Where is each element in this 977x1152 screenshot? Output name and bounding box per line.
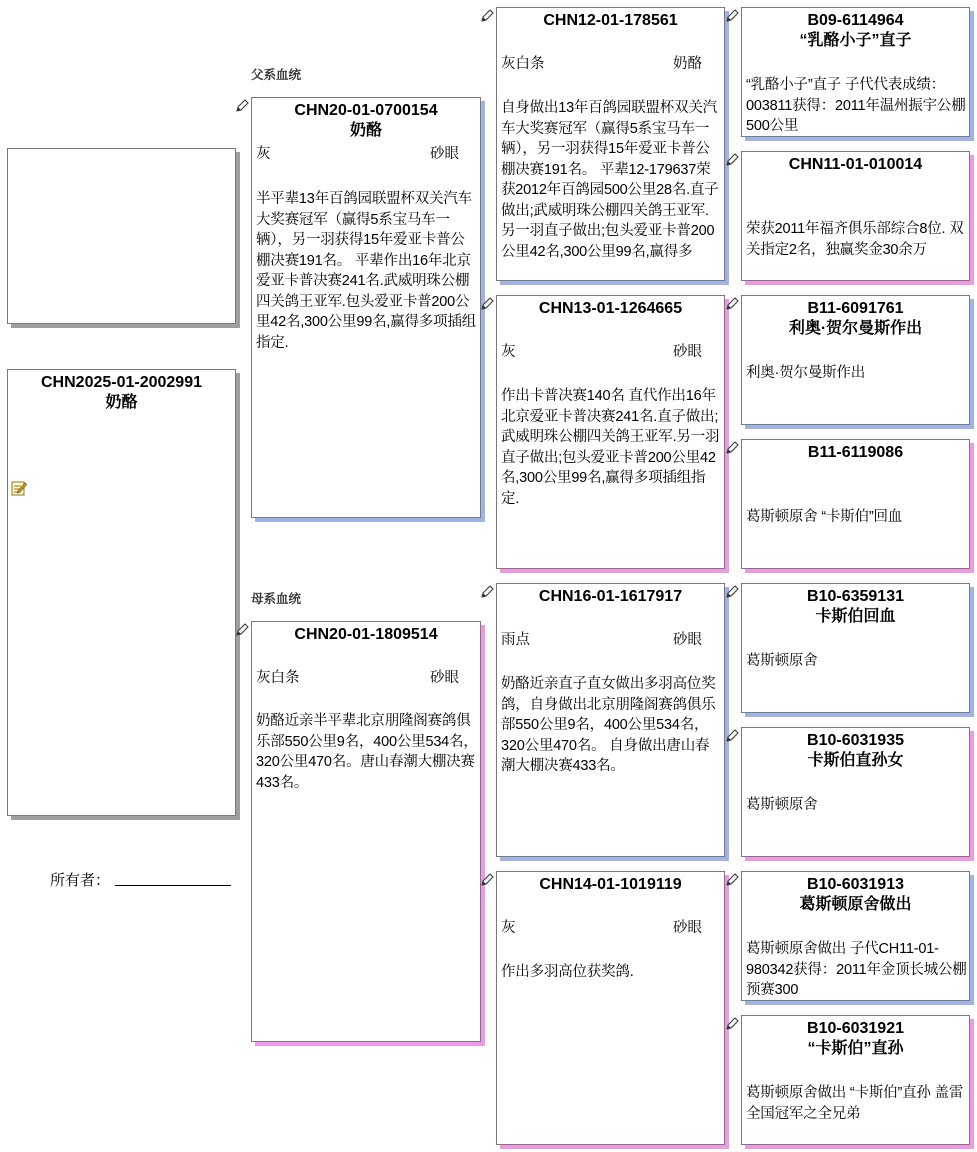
sdd-description: 葛斯顿原舍 “卡斯伯”回血 — [746, 509, 903, 525]
owner-label: 所有者： — [50, 872, 111, 889]
ddd-name: “卡斯伯”直孙 — [807, 1040, 904, 1057]
pen-icon[interactable] — [725, 440, 740, 455]
dam-dam-description: 作出多羽高位获奖鸽. — [501, 964, 634, 980]
ssd-description: 荣获2011年福齐俱乐部综合8位. 双关指定2名，独赢奖金30余万 — [746, 221, 964, 258]
sire-eye: 砂眼 — [430, 146, 459, 162]
sire-card[interactable] — [251, 97, 481, 518]
pen-icon[interactable] — [725, 584, 740, 599]
sds-name: 利奥·贺尔曼斯作出 — [788, 320, 923, 337]
sds-description: 利奥·贺尔曼斯作出 — [746, 365, 866, 381]
pen-icon[interactable] — [235, 98, 250, 113]
dam-dam-color: 灰 — [501, 920, 516, 936]
sire-name: 奶酪 — [349, 122, 382, 139]
sss-description: “乳酪小子”直子 子代代表成绩：003811获得：2011年温州振宇公棚500公里 — [746, 77, 966, 134]
sds-card[interactable] — [741, 295, 970, 425]
sire-sire-eye: 奶酪 — [673, 56, 702, 72]
pen-icon[interactable] — [725, 296, 740, 311]
pen-icon[interactable] — [480, 8, 495, 23]
dam-sire-eye: 砂眼 — [673, 632, 702, 648]
dam-sire-description: 奶酪近亲直子直女做出多羽高位奖鸽，自身做出北京朋隆阁赛鸽俱乐部550公里9名，400公里534名，320公里470名。 自身做出唐山春潮大棚决赛433名。 — [501, 676, 716, 774]
owner-input-line[interactable] — [115, 885, 231, 886]
pen-icon[interactable] — [480, 584, 495, 599]
dam-sire-ring-number: CHN16-01-1617917 — [538, 588, 683, 605]
pen-icon[interactable] — [725, 8, 740, 23]
sire-dam-ring-number: CHN13-01-1264665 — [538, 300, 683, 317]
sss-ring-number: B09-6114964 — [807, 12, 904, 29]
pen-icon[interactable] — [480, 296, 495, 311]
photo-box — [7, 148, 236, 324]
subject-name: 奶酪 — [105, 394, 138, 411]
ddd-ring-number: B10-6031921 — [807, 1020, 904, 1037]
ddd-card[interactable] — [741, 1015, 970, 1145]
sdd-card[interactable] — [741, 439, 970, 569]
dam-ring-number: CHN20-01-1809514 — [294, 626, 438, 643]
dam-eye: 砂眼 — [430, 670, 459, 686]
ssd-ring-number: CHN11-01-010014 — [788, 156, 923, 173]
dam-card[interactable] — [251, 621, 481, 1042]
dsd-card[interactable] — [741, 727, 970, 857]
dsd-name: 卡斯伯直孙女 — [807, 752, 904, 769]
sire-sire-description: 自身做出13年百鸽园联盟杯双关汽车大奖赛冠军（赢得5系宝马车一辆），另一羽获得15年爱亚卡普公棚决赛191名。 平辈12-179637荣获2012年百鸽园500公里28名.直子做出;武威明珠公棚四关鸽王亚军.另一羽直子做出;包头爱亚卡普200公里42名,300公里99名,赢得多 — [501, 100, 719, 260]
dds-description: 葛斯顿原舍做出 子代CH11-01-980342获得：2011年金顶长城公棚预赛300 — [746, 941, 967, 998]
pen-icon[interactable] — [235, 622, 250, 637]
pen-icon[interactable] — [480, 872, 495, 887]
dds-card[interactable] — [741, 871, 970, 1001]
pen-icon[interactable] — [725, 152, 740, 167]
sire-color: 灰 — [256, 146, 271, 162]
dam-sire-color: 雨点 — [501, 632, 530, 648]
ddd-description: 葛斯顿原舍做出 “卡斯伯”直孙 盖雷全国冠军之全兄弟 — [746, 1085, 964, 1122]
dam-sire-card[interactable] — [496, 583, 725, 857]
sire-dam-card[interactable] — [496, 295, 725, 569]
sire-sire-color: 灰白条 — [501, 56, 545, 72]
dsd-description: 葛斯顿原舍 — [746, 797, 818, 813]
dsd-ring-number: B10-6031935 — [807, 732, 904, 749]
dss-name: 卡斯伯回血 — [815, 608, 896, 625]
dam-color: 灰白条 — [256, 670, 300, 686]
sire-line-label: 父系血统 — [251, 68, 302, 82]
dds-name: 葛斯顿原舍做出 — [799, 896, 912, 913]
dam-dam-eye: 砂眼 — [673, 920, 702, 936]
dss-card[interactable] — [741, 583, 970, 713]
note-edit-icon[interactable] — [11, 480, 27, 496]
sire-dam-color: 灰 — [501, 344, 516, 360]
sdd-ring-number: B11-6119086 — [807, 444, 904, 461]
subject-card[interactable] — [7, 369, 236, 816]
sire-dam-description: 作出卡普决赛140名 直代作出16年北京爱亚卡普决赛241名.直子做出;武威明珠公棚四关鸽王亚军.另一羽直子做出;包头爱亚卡普200公里42名,300公里99名,赢得多项插组指定. — [501, 388, 720, 507]
sire-description: 半平辈13年百鸽园联盟杯双关汽车大奖赛冠军（赢得5系宝马车一辆），另一羽获得15年爱亚卡普公棚决赛191名。 平辈作出16年北京爱亚卡普决赛241名.武威明珠公棚四关鸽王亚军.包头爱亚卡普200公里42名,300公里99名,赢得多项插组指定. — [256, 191, 477, 351]
dam-line-label: 母系血统 — [251, 592, 302, 606]
sire-ring-number: CHN20-01-0700154 — [294, 102, 438, 119]
dss-description: 葛斯顿原舍 — [746, 653, 818, 669]
dam-dam-ring-number: CHN14-01-1019119 — [539, 876, 682, 893]
ssd-card[interactable] — [741, 151, 970, 281]
sss-card[interactable] — [741, 7, 970, 137]
dam-dam-card[interactable] — [496, 871, 725, 1145]
sire-sire-card[interactable] — [496, 7, 725, 281]
pen-icon[interactable] — [725, 728, 740, 743]
sss-name: “乳酪小子”直子 — [799, 32, 912, 49]
sire-dam-eye: 砂眼 — [673, 344, 702, 360]
pen-icon[interactable] — [725, 872, 740, 887]
dss-ring-number: B10-6359131 — [807, 588, 904, 605]
dds-ring-number: B10-6031913 — [807, 876, 904, 893]
pen-icon[interactable] — [725, 1016, 740, 1031]
sire-sire-ring-number: CHN12-01-178561 — [543, 12, 678, 29]
subject-ring-number: CHN2025-01-2002991 — [41, 374, 202, 391]
dam-description: 奶酪近亲半平辈北京朋隆阁赛鸽俱乐部550公里9名，400公里534名，320公里470名。唐山春潮大棚决赛433名。 — [256, 713, 478, 791]
sds-ring-number: B11-6091761 — [807, 300, 904, 317]
